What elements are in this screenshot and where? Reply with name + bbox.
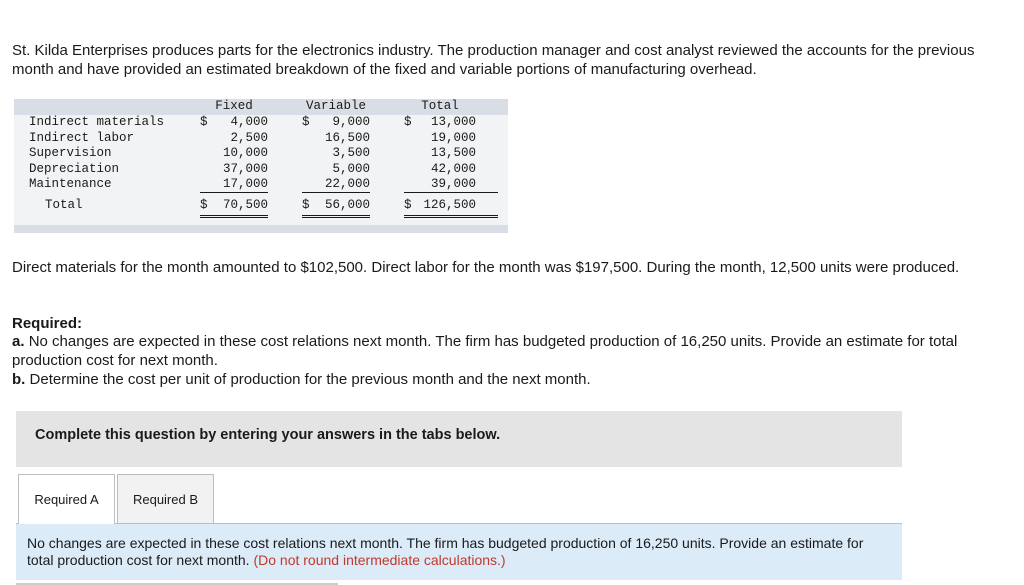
- instruction-box: [16, 411, 902, 467]
- subtotal-underline-total: [404, 192, 498, 193]
- direct-costs-paragraph: Direct materials for the month amounted to $102,500. Direct labor for the month was $197,500. During the month, 12,500 units were produced.: [12, 259, 960, 276]
- part-a-text: No changes are expected in these cost relations next month. The firm has budgeted production of 16,250 units. Provide an estimate for total production cost for next month.: [12, 333, 958, 369]
- cell-fixed-supervision: 10,000: [222, 146, 268, 160]
- cell-variable-supervision: 3,500: [332, 146, 370, 160]
- total-double-underline-variable-1: [302, 215, 370, 216]
- cell-variable-indirect-materials: [302, 115, 370, 130]
- cell-value: 126,500: [423, 198, 476, 212]
- cell-value: 70,500: [222, 198, 268, 212]
- cell-fixed-maintenance: 17,000: [222, 177, 268, 191]
- header-total: Total: [421, 99, 459, 113]
- cell-total-maintenance: 39,000: [430, 177, 476, 191]
- problem-intro: St. Kilda Enterprises produces parts for the electronics industry. The production manager and cost analyst reviewed the accounts for the previous month and have provided an estimated breakdown of the fixed and variable portions of manufacturing overhead.: [12, 42, 975, 78]
- row-label-supervision: Supervision: [29, 146, 112, 160]
- cell-total-supervision: 13,500: [430, 146, 476, 160]
- part-b-label: b.: [12, 371, 26, 388]
- cell-fixed-depreciation: 37,000: [222, 161, 268, 176]
- panel-note: (Do not round intermediate calculations.): [253, 552, 506, 568]
- total-double-underline-fixed-1: [200, 215, 268, 216]
- cell-total-indirect-labor: 19,000: [430, 130, 476, 145]
- dollar-sign: $: [200, 198, 208, 212]
- overhead-cost-table: [14, 99, 508, 233]
- cell-variable-total: [302, 198, 370, 213]
- cell-fixed-indirect-materials: [200, 115, 268, 130]
- dollar-sign: $: [302, 198, 310, 212]
- header-fixed: Fixed: [215, 99, 253, 113]
- dollar-sign: $: [302, 115, 310, 129]
- cell-variable-depreciation: 5,000: [332, 161, 370, 176]
- cell-total-indirect-materials: [404, 115, 476, 130]
- cell-total-depreciation: 42,000: [430, 161, 476, 176]
- instruction-text: Complete this question by entering your answers in the tabs below.: [35, 427, 501, 443]
- header-variable: Variable: [305, 99, 366, 113]
- total-double-underline-fixed-2: [200, 217, 268, 218]
- tab-required-b[interactable]: Required B: [117, 474, 214, 523]
- cell-value: 4,000: [230, 115, 268, 129]
- row-label-indirect-labor: Indirect labor: [29, 130, 135, 145]
- dollar-sign: $: [200, 115, 208, 129]
- total-double-underline-total-1: [404, 215, 498, 216]
- cell-variable-indirect-labor: 16,500: [324, 130, 370, 145]
- cell-variable-maintenance: 22,000: [324, 177, 370, 191]
- row-label-depreciation: Depreciation: [29, 161, 120, 176]
- subtotal-underline-fixed: [200, 192, 268, 193]
- cell-value: 56,000: [324, 198, 370, 212]
- cell-fixed-indirect-labor: 2,500: [230, 130, 268, 145]
- cell-value: 13,000: [430, 115, 476, 129]
- cell-total-total: [404, 198, 476, 213]
- required-part-a: [12, 332, 1002, 370]
- required-heading-text: Required:: [12, 315, 83, 332]
- tab-required-a[interactable]: Required A: [18, 474, 115, 524]
- row-label-total: Total: [45, 198, 83, 212]
- total-double-underline-total-2: [404, 217, 498, 218]
- dollar-sign: $: [404, 115, 412, 129]
- dollar-sign: $: [404, 198, 412, 212]
- panel-question: [27, 535, 887, 569]
- row-label-indirect-materials: Indirect materials: [29, 115, 165, 129]
- required-heading: [12, 314, 1012, 333]
- part-b-text: Determine the cost per unit of production for the previous month and the next month.: [29, 371, 591, 388]
- part-a-label: a.: [12, 333, 25, 350]
- panel-question-text: No changes are expected in these cost relations next month. The firm has budgeted production of 16,250 units. Provide an estimate for total production cost for next month.: [27, 535, 864, 568]
- cell-fixed-total: [200, 198, 268, 213]
- cell-value: 9,000: [332, 115, 370, 129]
- row-label-maintenance: Maintenance: [29, 177, 112, 191]
- table-footer-band: [14, 225, 508, 233]
- subtotal-underline-variable: [302, 192, 370, 193]
- tab-panel-required-a: [16, 524, 902, 580]
- total-double-underline-variable-2: [302, 217, 370, 218]
- required-part-b: [12, 370, 1012, 389]
